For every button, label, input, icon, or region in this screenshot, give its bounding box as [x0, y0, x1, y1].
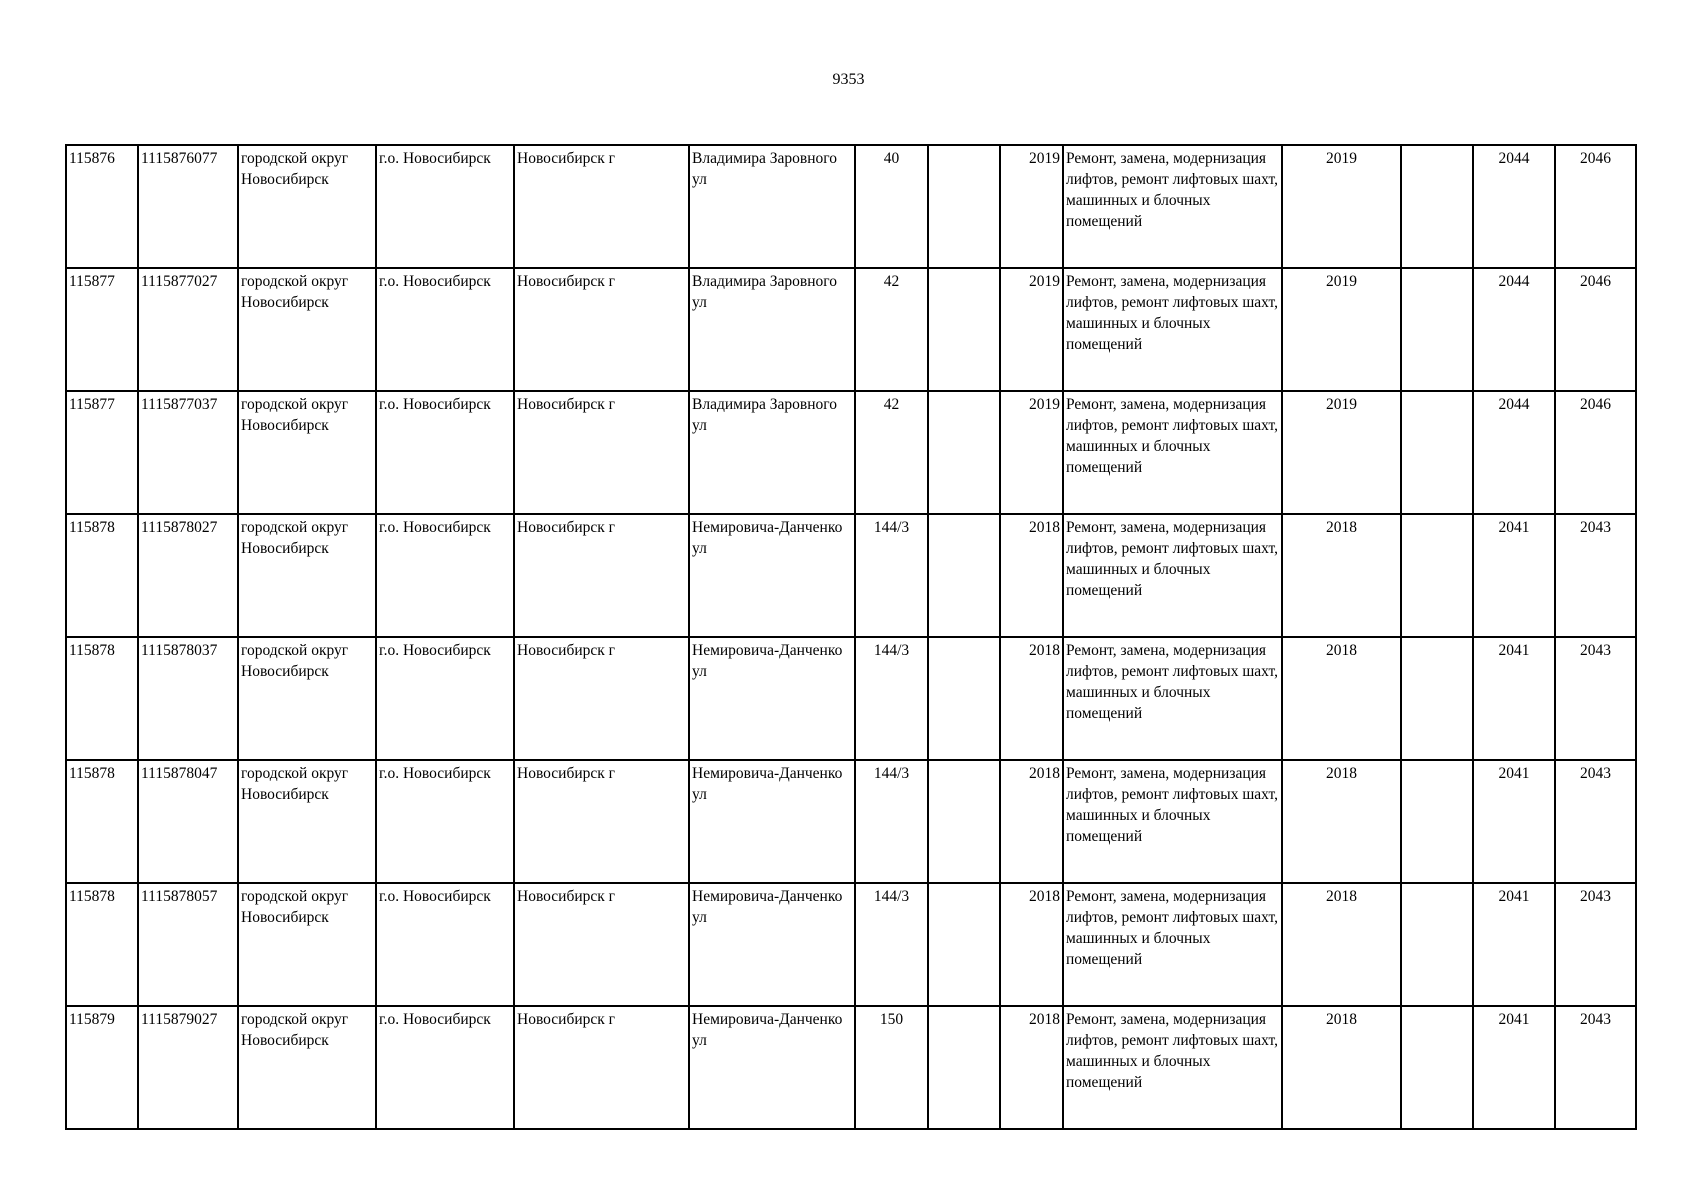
cell-work-type: Ремонт, замена, модернизация лифтов, ремонт лифтовых шахт, машинных и блочных помещений	[1063, 145, 1282, 268]
cell-blank	[1401, 760, 1473, 883]
cell-blank	[928, 145, 1000, 268]
cell-city: Новосибирск г	[514, 637, 689, 760]
cell-blank	[928, 760, 1000, 883]
cell-year-repair: 2019	[1282, 268, 1401, 391]
table-row	[66, 145, 1636, 268]
cell-year-plan: 2041	[1473, 637, 1555, 760]
cell-id: 115878	[66, 637, 138, 760]
cell-code: 1115876077	[138, 145, 238, 268]
cell-year-repair: 2018	[1282, 514, 1401, 637]
cell-year-built: 2018	[1000, 1006, 1063, 1129]
cell-city: Новосибирск г	[514, 883, 689, 1006]
cell-blank	[1401, 637, 1473, 760]
cell-year-repair: 2018	[1282, 760, 1401, 883]
cell-id: 115876	[66, 145, 138, 268]
cell-year-plan-end: 2043	[1555, 514, 1636, 637]
cell-street: Немировича-Данченко ул	[689, 637, 855, 760]
cell-city: Новосибирск г	[514, 1006, 689, 1129]
cell-code: 1115877027	[138, 268, 238, 391]
cell-municipality: городской округ Новосибирск	[238, 268, 376, 391]
cell-year-plan: 2041	[1473, 760, 1555, 883]
table-row	[66, 514, 1636, 637]
cell-blank	[928, 514, 1000, 637]
cell-year-repair: 2018	[1282, 1006, 1401, 1129]
cell-municipality: городской округ Новосибирск	[238, 883, 376, 1006]
cell-district: г.о. Новосибирск	[376, 1006, 514, 1129]
table-row	[66, 391, 1636, 514]
cell-city: Новосибирск г	[514, 514, 689, 637]
cell-house: 144/3	[855, 514, 928, 637]
cell-year-repair: 2019	[1282, 391, 1401, 514]
table-row	[66, 637, 1636, 760]
cell-code: 1115878037	[138, 637, 238, 760]
cell-district: г.о. Новосибирск	[376, 637, 514, 760]
cell-district: г.о. Новосибирск	[376, 514, 514, 637]
cell-house: 144/3	[855, 883, 928, 1006]
cell-year-plan-end: 2046	[1555, 268, 1636, 391]
cell-id: 115878	[66, 514, 138, 637]
cell-blank	[1401, 145, 1473, 268]
cell-id: 115877	[66, 268, 138, 391]
cell-blank	[928, 637, 1000, 760]
cell-municipality: городской округ Новосибирск	[238, 760, 376, 883]
cell-blank	[928, 1006, 1000, 1129]
cell-district: г.о. Новосибирск	[376, 883, 514, 1006]
table-row	[66, 883, 1636, 1006]
cell-work-type: Ремонт, замена, модернизация лифтов, ремонт лифтовых шахт, машинных и блочных помещений	[1063, 883, 1282, 1006]
cell-blank	[1401, 391, 1473, 514]
cell-municipality: городской округ Новосибирск	[238, 514, 376, 637]
cell-district: г.о. Новосибирск	[376, 268, 514, 391]
cell-city: Новосибирск г	[514, 268, 689, 391]
cell-street: Немировича-Данченко ул	[689, 883, 855, 1006]
cell-year-plan: 2044	[1473, 145, 1555, 268]
cell-year-built: 2019	[1000, 145, 1063, 268]
table-row	[66, 760, 1636, 883]
cell-year-plan: 2041	[1473, 1006, 1555, 1129]
cell-blank	[1401, 1006, 1473, 1129]
cell-year-plan: 2041	[1473, 514, 1555, 637]
cell-year-plan-end: 2043	[1555, 637, 1636, 760]
cell-street: Владимира Заровного ул	[689, 145, 855, 268]
cell-city: Новосибирск г	[514, 391, 689, 514]
cell-year-plan-end: 2043	[1555, 883, 1636, 1006]
cell-blank	[1401, 268, 1473, 391]
cell-municipality: городской округ Новосибирск	[238, 637, 376, 760]
cell-blank	[1401, 514, 1473, 637]
cell-work-type: Ремонт, замена, модернизация лифтов, ремонт лифтовых шахт, машинных и блочных помещений	[1063, 760, 1282, 883]
cell-street: Немировича-Данченко ул	[689, 514, 855, 637]
cell-house: 144/3	[855, 760, 928, 883]
cell-year-repair: 2019	[1282, 145, 1401, 268]
cell-work-type: Ремонт, замена, модернизация лифтов, ремонт лифтовых шахт, машинных и блочных помещений	[1063, 637, 1282, 760]
cell-house: 42	[855, 268, 928, 391]
cell-street: Владимира Заровного ул	[689, 391, 855, 514]
cell-year-plan: 2041	[1473, 883, 1555, 1006]
cell-code: 1115878027	[138, 514, 238, 637]
cell-municipality: городской округ Новосибирск	[238, 391, 376, 514]
cell-year-plan: 2044	[1473, 268, 1555, 391]
table-row	[66, 1006, 1636, 1129]
cell-year-built: 2019	[1000, 268, 1063, 391]
cell-year-built: 2018	[1000, 514, 1063, 637]
table-row	[66, 268, 1636, 391]
cell-house: 40	[855, 145, 928, 268]
cell-district: г.о. Новосибирск	[376, 760, 514, 883]
cell-district: г.о. Новосибирск	[376, 391, 514, 514]
cell-year-plan-end: 2043	[1555, 1006, 1636, 1129]
table-body	[66, 145, 1636, 1129]
cell-city: Новосибирск г	[514, 760, 689, 883]
cell-city: Новосибирск г	[514, 145, 689, 268]
cell-blank	[928, 883, 1000, 1006]
registry-table	[65, 144, 1637, 1130]
cell-work-type: Ремонт, замена, модернизация лифтов, ремонт лифтовых шахт, машинных и блочных помещений	[1063, 514, 1282, 637]
cell-work-type: Ремонт, замена, модернизация лифтов, ремонт лифтовых шахт, машинных и блочных помещений	[1063, 391, 1282, 514]
cell-district: г.о. Новосибирск	[376, 145, 514, 268]
cell-code: 1115879027	[138, 1006, 238, 1129]
cell-id: 115877	[66, 391, 138, 514]
cell-year-built: 2018	[1000, 760, 1063, 883]
cell-id: 115879	[66, 1006, 138, 1129]
cell-year-plan-end: 2043	[1555, 760, 1636, 883]
cell-street: Немировича-Данченко ул	[689, 760, 855, 883]
cell-year-built: 2019	[1000, 391, 1063, 514]
cell-house: 144/3	[855, 637, 928, 760]
cell-code: 1115877037	[138, 391, 238, 514]
cell-year-plan-end: 2046	[1555, 145, 1636, 268]
cell-year-repair: 2018	[1282, 637, 1401, 760]
cell-house: 42	[855, 391, 928, 514]
cell-year-repair: 2018	[1282, 883, 1401, 1006]
cell-id: 115878	[66, 883, 138, 1006]
cell-blank	[1401, 883, 1473, 1006]
cell-blank	[928, 391, 1000, 514]
cell-blank	[928, 268, 1000, 391]
cell-year-built: 2018	[1000, 637, 1063, 760]
cell-street: Владимира Заровного ул	[689, 268, 855, 391]
cell-year-built: 2018	[1000, 883, 1063, 1006]
cell-id: 115878	[66, 760, 138, 883]
cell-year-plan-end: 2046	[1555, 391, 1636, 514]
cell-street: Немировича-Данченко ул	[689, 1006, 855, 1129]
cell-work-type: Ремонт, замена, модернизация лифтов, ремонт лифтовых шахт, машинных и блочных помещений	[1063, 268, 1282, 391]
cell-municipality: городской округ Новосибирск	[238, 1006, 376, 1129]
page-number: 9353	[832, 71, 865, 88]
cell-municipality: городской округ Новосибирск	[238, 145, 376, 268]
cell-work-type: Ремонт, замена, модернизация лифтов, ремонт лифтовых шахт, машинных и блочных помещений	[1063, 1006, 1282, 1129]
cell-code: 1115878057	[138, 883, 238, 1006]
cell-house: 150	[855, 1006, 928, 1129]
cell-year-plan: 2044	[1473, 391, 1555, 514]
cell-code: 1115878047	[138, 760, 238, 883]
